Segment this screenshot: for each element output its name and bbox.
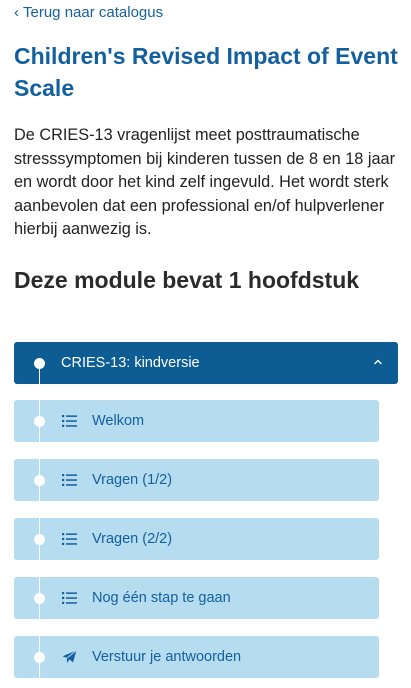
chapter-item-label: Vragen (1/2) bbox=[92, 472, 173, 488]
page-title: Children's Revised Impact of Event Scale bbox=[14, 43, 398, 101]
timeline-line bbox=[39, 363, 40, 681]
send-icon bbox=[62, 650, 77, 664]
chapter-item-vragen-1[interactable] bbox=[14, 459, 379, 501]
chapter-item-nog-een-stap[interactable] bbox=[14, 577, 379, 619]
chevron-left-icon: ‹ bbox=[14, 4, 19, 21]
timeline-node bbox=[34, 652, 45, 663]
list-icon bbox=[62, 532, 77, 546]
chapter-item-label: Vragen (2/2) bbox=[92, 531, 173, 547]
chapter-item-verstuur[interactable] bbox=[14, 636, 379, 678]
timeline-node bbox=[34, 358, 45, 369]
chapters-heading: Deze module bevat 1 hoofdstuk bbox=[14, 267, 360, 293]
list-icon bbox=[62, 591, 77, 605]
timeline-node bbox=[34, 534, 45, 545]
back-link-label: Terug naar catalogus bbox=[23, 4, 164, 21]
list-icon bbox=[62, 414, 77, 428]
chapter-item-label: Verstuur je antwoorden bbox=[92, 649, 242, 665]
chapter-title: CRIES-13: kindversie bbox=[61, 355, 200, 371]
chapter-item-label: Nog één stap te gaan bbox=[92, 590, 231, 606]
chapter-accordion-header[interactable] bbox=[14, 342, 398, 384]
timeline-node bbox=[34, 593, 45, 604]
timeline-node bbox=[34, 416, 45, 427]
chapter-item-welkom[interactable] bbox=[14, 400, 379, 442]
module-description: De CRIES-13 vragenlijst meet posttraumatische stresssymptomen bij kinderen tussen de 8 en 18 jaar en wordt door het kind zelf ingevuld. Het wordt sterk aanbevolen dat een professional en/of hulpverlener hierbij aanwezig is. bbox=[14, 126, 396, 238]
chevron-up-icon bbox=[372, 356, 384, 368]
chapter-item-vragen-2[interactable] bbox=[14, 518, 379, 560]
timeline-node bbox=[34, 475, 45, 486]
chapter-item-label: Welkom bbox=[92, 413, 145, 429]
list-icon bbox=[62, 473, 77, 487]
back-to-catalog-link[interactable] bbox=[14, 4, 163, 22]
